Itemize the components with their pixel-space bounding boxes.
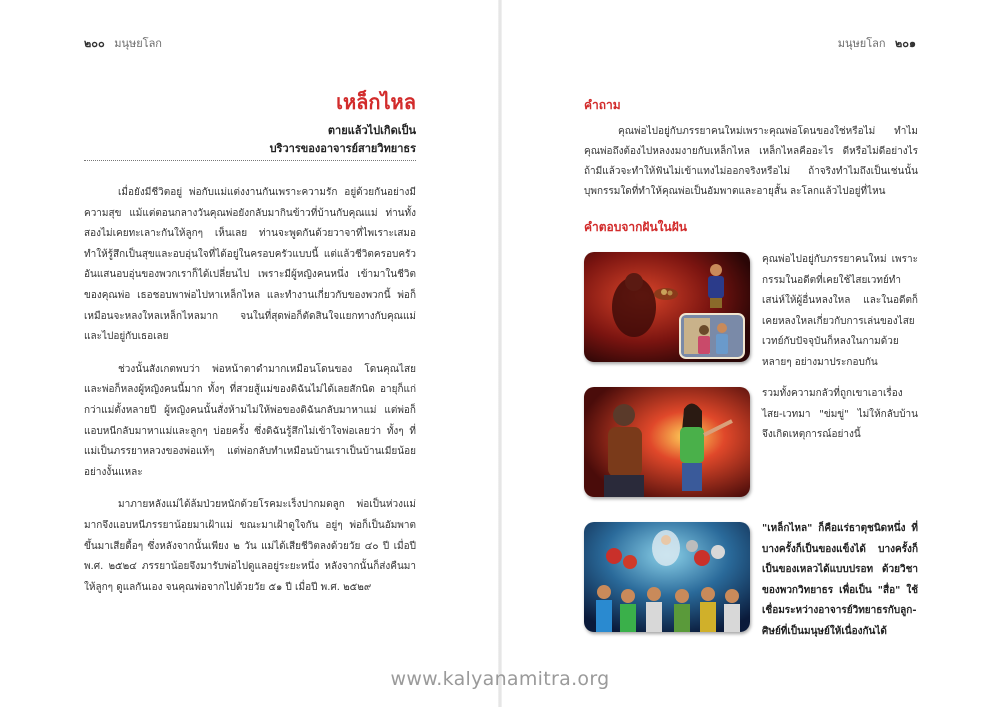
right-running-title: มนุษยโลก: [837, 37, 886, 50]
right-page-header: [838, 34, 916, 52]
subtitle-line-2: บริวารของอาจารย์สายวิทยาธร: [269, 142, 416, 155]
left-page-number: ๒๐๐: [84, 37, 105, 50]
caption-3: "เหล็กไหล" ก็คือแร่ธาตุชนิดหนึ่ง ที่บางครั้งก็เป็นของแข็งได้ บางครั้งก็เป็นของเหลวได้แบบปรอท ด้วยวิชาของพวกวิทยาธร เพื่อเป็น "สื่อ" ใช้เชื่อมระหว่างอาจารย์วิทยาธรกับลูก-ศิษย์ที่เป็นมนุษย์ให้เนื่องกันได้: [762, 523, 918, 637]
illustration-ritual: [584, 252, 750, 362]
subtitle-line-1: ตายแล้วไปเกิดเป็น: [327, 124, 416, 137]
footer-url: www.kalyanamitra.org: [390, 668, 610, 690]
dotted-divider: [84, 160, 416, 161]
story-paragraph: ช่วงนั้นสังเกตพบว่า พ่อหน้าตาดำมากเหมือนโดนของ โดนคุณไสย และพ่อก็หลงผู้หญิงคนนี้มาก ทั้งๆ ที่สวยสู้แม่ของดิฉันไม่ได้เลยสักนิด อายุก็แก่กว่าแม่ตั้งหลายปี ผู้หญิงคนนั้นสั่งห้ามไม่ให้พ่อของดิฉันกลับมาหาแม่ แต่พ่อก็แอบหนีกลับมาหาแม่และลูกๆ บ่อยครั้ง ซึ่งดิฉันรู้สึกไม่เข้าใจพ่อเลยว่า ทั้งๆ ที่แม่เป็นภรรยาหลวงของพ่อแท้ๆ แต่พ่อกลับทำเหมือนบ้านเราเป็นบ้านเมียน้อย อย่างงั้นแหละ: [84, 363, 416, 478]
story-subtitle: [270, 122, 416, 158]
story-title: เหล็กไหล: [336, 90, 416, 114]
question-heading: คำถาม: [584, 98, 621, 112]
left-page-header: [84, 34, 162, 52]
story-paragraph: มาภายหลังแม่ได้ล้มป่วยหนักด้วยโรคมะเร็งปากมดลูก พ่อเป็นห่วงแม่มากจึงแอบหนีภรรยาน้อยมาเฝ้าแม่ ขณะมาเฝ้าดูใจกัน อยู่ๆ พ่อก็เป็นอัมพาตขึ้นมาเสียดื้อๆ ซึ่งหลังจากนั้นเพียง ๒ วัน แม่ได้เสียชีวิตลงด้วยวัย ๔๐ ปี เมื่อปี พ.ศ. ๒๕๒๔ ภรรยาน้อยจึงมารับพ่อไปดูแลอยู่ระยะหนึ่ง หลังจากนั้นก็ส่งคืนมาให้ลูกๆ ดูแลกันเอง จนคุณพ่อจากไปด้วยวัย ๕๑ ปี เมื่อปี พ.ศ. ๒๕๒๙: [84, 499, 416, 593]
caption-1: คุณพ่อไปอยู่กับภรรยาคนใหม่ เพราะกรรมในอดีตที่เคยใช้ไสยเวทย์ทำเสน่ห์ให้ผู้อื่นหลงใหล และในอดีตก็เคยหลงใหลเกี่ยวกับการเล่นของไสยเวทย์กับปัจจุบันก็หลงในกามด้วย หลายๆ อย่างมาประกอบกัน: [762, 254, 918, 368]
question-text: คุณพ่อไปอยู่กับภรรยาคนใหม่เพราะคุณพ่อโดนของใช่หรือไม่ ทำไมคุณพ่อถึงต้องไปหลงงมงายกับเหล็กไหล เหล็กไหลคืออะไร ดีหรือไม่ดีอย่างไร ถ้ามีแล้วจะทำให้ฟันไม่เข้าแทงไม่ออกจริงหรือไม่ ถ้าจริงทำไมถึงเป็นเช่นนั้น บุพกรรมใดที่ทำให้คุณพ่อเป็นอัมพาตและอายุสั้น ละโลกแล้วไปอยู่ที่ไหน: [584, 126, 918, 197]
answer-heading: คำตอบจากฝันในฝัน: [584, 220, 687, 234]
illustration-vidyadhara: [584, 522, 750, 632]
left-running-title: มนุษยโลก: [114, 37, 162, 50]
caption-2: รวมทั้งความกลัวที่ถูกเขาเอาเรื่องไสย-เวทมา "ข่มขู่" ไม่ให้กลับบ้าน จึงเกิดเหตุการณ์อย่างนี้: [762, 388, 918, 440]
story-paragraph: เมื่อยังมีชีวิตอยู่ พ่อกับแม่แต่งงานกันเพราะความรัก อยู่ด้วยกันอย่างมีความสุข แม้แต่ตอนกลางวันคุณพ่อยังกลับมากินข้าวที่บ้านกับคุณแม่ ท่านทั้งสองไม่เคยทะเลาะกันให้ลูกๆ เห็นเลย ท่านจะพูดกันด้วยวาจาที่ไพเราะเสมอ ทำให้รู้สึกเป็นสุขและอบอุ่นใจที่ได้อยู่ในครอบครัวแบบนี้ แต่แล้วชีวิตครอบครัวอันแสนอบอุ่นของพวกเราก็ได้เปลี่ยนไป เพราะมีผู้หญิงคนหนึ่ง เข้ามาในชีวิตของคุณพ่อ เธอชอบพาพ่อไปหาเหล็กไหล และทำงานเกี่ยวกับของพวกนี้ พ่อก็เหมือนจะหลงใหลเหล็กไหลมาก จนในที่สุดพ่อก็ตัดสินใจแยกทางกับคุณแม่ และไปอยู่กับเธอเลย: [84, 187, 416, 343]
story-body: [84, 183, 416, 610]
right-page-number: ๒๐๑: [895, 37, 916, 50]
right-page: [500, 0, 1000, 707]
illustration-charmed-man: [584, 387, 750, 497]
